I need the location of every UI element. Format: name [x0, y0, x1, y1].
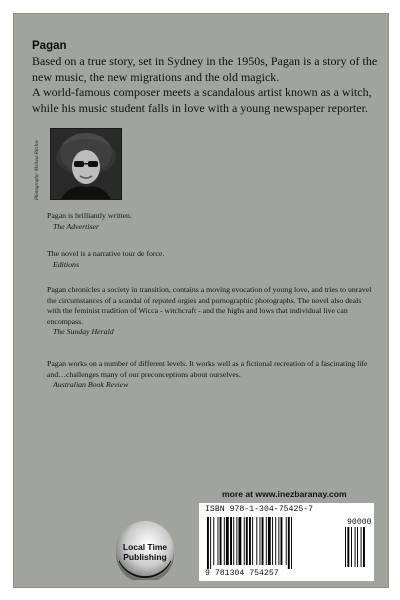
review-text: Pagan is brilliantly written. [47, 211, 132, 220]
review-text: The novel is a narrative tour de force. [47, 249, 165, 258]
blurb-paragraph: A world-famous composer meets a scandalous artist known as a witch, while his music student falls in love with a young newspaper reporter. [32, 85, 372, 115]
book-title: Pagan [32, 40, 67, 52]
review-quote [47, 211, 367, 232]
author-portrait-icon [51, 129, 121, 199]
review-source: Australian Book Review [53, 380, 129, 389]
author-photo [50, 128, 122, 200]
publisher-logo-icon [115, 520, 175, 580]
photo-credit: Photography: Melissa Ritchie [35, 140, 40, 200]
review-source: The Sunday Herald [53, 327, 114, 336]
blurb-paragraph: Based on a true story, set in Sydney in the 1950s, Pagan is a story of the new music, the new migrations and the old magick. [32, 54, 378, 84]
publisher-name-line2: Publishing [123, 552, 167, 562]
review-quote [47, 249, 367, 270]
barcode-digits: 9 781304 754257 [205, 569, 279, 578]
review-quote [47, 359, 372, 391]
review-source: The Advertiser [53, 221, 99, 231]
review-quote [47, 285, 372, 338]
review-text: Pagan chronicles a society in transition, contains a moving evocation of young love, and tries to unravel the circumstances of a scandal of reputed orgies and pornographic photographs. The novel also deals with the feminist tradition of Wicca - witchcraft - and the highs and lows that individual live can encompass. [47, 285, 372, 326]
price-code: 90000 [347, 518, 372, 527]
website-link[interactable]: more at www.inezbaranay.com [222, 489, 347, 499]
blurb [32, 54, 382, 116]
publisher-logo [115, 520, 175, 580]
isbn-text: ISBN 978-1-304-75425-7 [205, 505, 314, 514]
review-source: Editions [53, 259, 79, 269]
review-text: Pagan works on a number of different levels. It works well as a fictional recreation of a fascinating life and…challenges many of our preconceptions about ourselves. [47, 359, 368, 379]
publisher-name-line1: Local Time [122, 542, 168, 552]
